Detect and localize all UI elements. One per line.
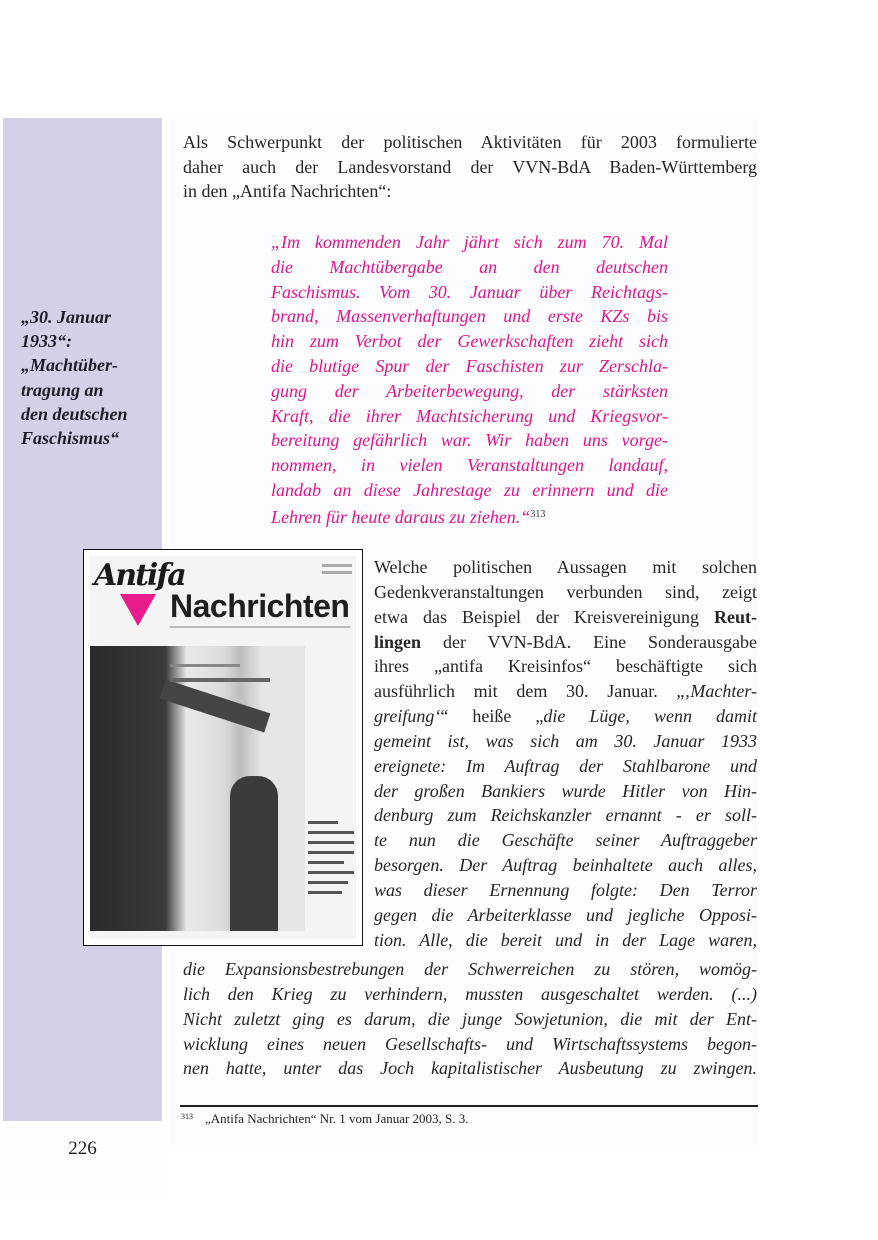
quote-line: landab an diese Jahrestage zu erinnern und die [271,479,668,500]
text-line: Welche politischen Aussagen mit solchen [374,557,757,577]
margin-note-line: den deutschen [21,403,128,424]
italic-line: die Expansionsbestrebungen der Schwerreichen zu stören, womög- [183,959,757,979]
text-span: etwa das Beispiel der Kreisvereinigung [374,606,714,627]
margin-note-line: 1933“: [21,331,72,352]
margin-note [21,305,156,450]
italic-line: was dieser Ernennung folgte: Den Terror [374,879,757,900]
cover-title: Nachrichten [170,588,350,624]
italic-line: te nun die Geschäfte seiner Auftraggeber [374,830,757,851]
footnote [181,1111,469,1127]
text-line [374,605,757,630]
italic-line: nen hatte, unter das Joch kapitalistischer Ausbeutung zu zwingen. [183,1058,757,1079]
italic-line: gegen die Arbeiterklasse und jegliche Opposi- [374,904,757,925]
text-line: Als Schwerpunkt der politischen Aktivitäten für 2003 formulierte [183,132,757,152]
text-line: Gedenkveranstaltungen verbunden sind, zeigt [374,581,757,602]
italic-line: der großen Bankiers wurde Hitler von Hin- [374,780,757,801]
quote-line: die Machtübergabe an den deutschen [271,256,668,277]
quote-line: nommen, in vielen Veranstaltungen landauf, [271,455,668,476]
quote-line: die blutige Spur der Faschisten zur Zerschla- [271,355,668,376]
text-line [374,630,757,655]
intro-paragraph [183,130,757,204]
pink-triangle-icon [120,594,156,626]
footnote-divider [180,1105,758,1107]
quote-line: „Im kommenden Jahr jährt sich zum 70. Mal [271,232,668,252]
block-quote [271,230,668,528]
margin-note-line: tragung an [21,379,104,400]
newspaper-cover-image [83,549,363,946]
quote-line: bereitung gefährlich war. Wir haben uns vorge- [271,430,668,451]
bold-place-name: Reut- [714,606,757,627]
cover-script-title: Antifa [94,558,185,593]
footnote-text: „Antifa Nachrichten“ Nr. 1 vom Januar 2003, S. 3. [205,1111,469,1126]
italic-line: lich den Krieg zu verhindern, mussten ausgeschaltet werden. (...) [183,983,757,1004]
quote-line: hin zum Verbot der Gewerkschaften zieht sich [271,331,668,352]
quote-line: gung der Arbeiterbewegung, der stärksten [271,380,668,401]
footnote-number: 313 [181,1112,193,1121]
cover-page [90,556,356,939]
quote-line-last [271,503,668,528]
margin-note-line: Faschismus“ [21,428,120,449]
text-span: ausführlich mit dem 30. Januar. „ [374,681,685,702]
body-paragraph [374,555,757,953]
text-line: daher auch der Landesvorstand der VVN-BdA Baden-Württemberg [183,156,757,177]
page-number: 226 [68,1138,97,1159]
cover-issue-info [322,564,352,567]
margin-note-line: „Machtüber- [21,355,119,376]
text-line [374,679,757,704]
text-line: ihres „antifa Kreisinfos“ beschäftigte sich [374,656,757,677]
italic-span: greifung‘ [374,706,441,727]
italic-line: denburg zum Reichskanzler ernannt - er soll- [374,805,757,826]
quote-line: brand, Massenverhaftungen und erste KZs bis [271,306,668,327]
footnote-reference[interactable]: 313 [530,508,546,520]
cover-subtitle [170,626,350,628]
margin-note-line: „30. Januar [21,307,112,327]
quote-line: Faschismus. Vom 30. Januar über Reichtags- [271,281,668,302]
italic-line: besorgen. Der Auftrag beinhaltete auch alles, [374,855,757,876]
text-line: in den „Antifa Nachrichten“: [183,181,392,202]
quote-line-text: Lehren für heute daraus zu ziehen.“ [271,506,531,527]
cover-headline [170,678,270,682]
cover-side-teasers [308,821,354,901]
italic-line: Nicht zuletzt ging es darum, die junge Sowjetunion, die mit der Ent- [183,1008,757,1029]
italic-line: tion. Alle, die bereit und in der Lage waren, [374,929,757,950]
quote-line: Kraft, die ihrer Machtsicherung und Kriegsvor- [271,405,668,426]
cover-photo-figure [230,776,278,931]
italic-span: die Lüge, wenn damit [543,706,757,727]
italic-line: wicklung eines neuen Gesellschafts- und Wirtschaftssystems begon- [183,1033,757,1054]
body-paragraph-continued [183,957,757,1081]
text-span: “ heiße „ [440,706,544,727]
italic-span: ‚Machter- [684,681,757,702]
italic-line: ereignete: Im Auftrag der Stahlbarone und [374,755,757,776]
text-line [374,704,757,729]
italic-line: gemeint ist, was sich am 30. Januar 1933 [374,730,757,751]
text-span: der VVN-BdA. Eine Sonderausgabe [421,631,757,652]
cover-headline [170,664,240,667]
bold-place-name: lingen [374,631,422,652]
